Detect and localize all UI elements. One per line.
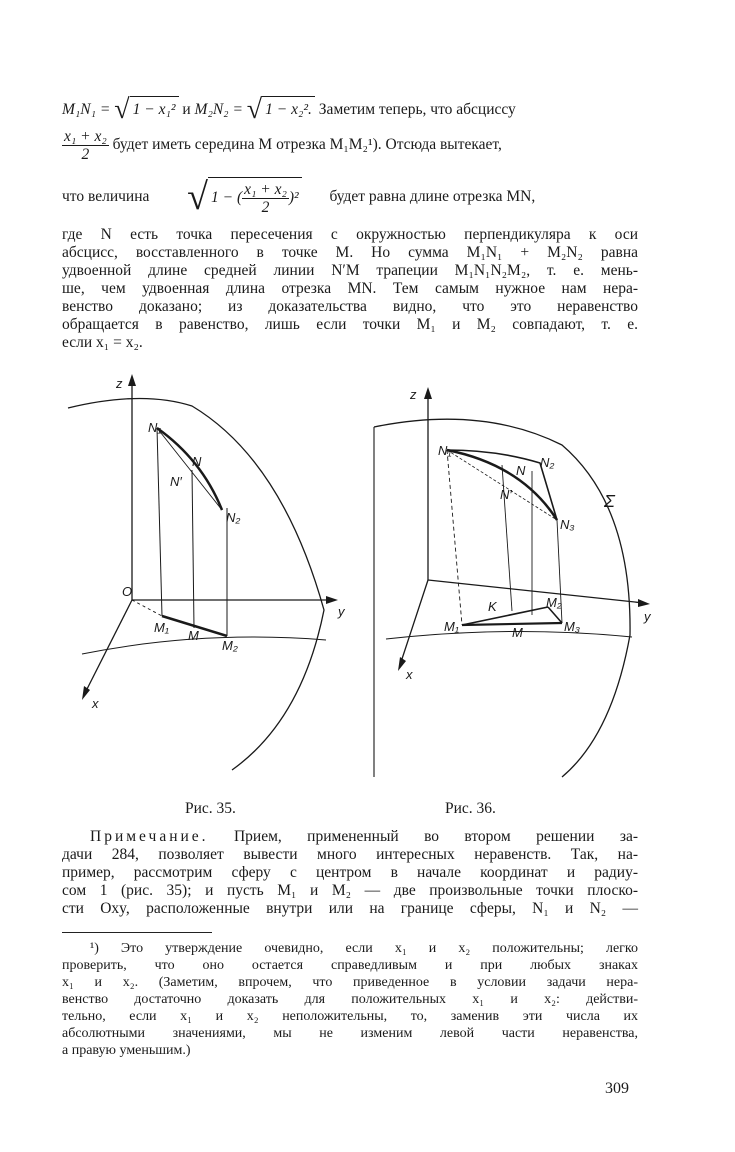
note-paragraph [62,828,638,918]
label-z: z [116,376,123,391]
label-m: M [188,628,199,643]
equator [82,637,326,654]
caption-fig36: Рис. 36. [445,800,496,817]
label-x: x [92,696,99,711]
text-line: дачи 284, позволяет вывести много интересных неравенств. Так, на- [62,846,638,863]
text-line: сом 1 (рис. 35); и пусть M₁ и M₂ — две произвольные точки плоско- [62,882,638,899]
text-line: Примечание. Прием, примененный во втором решении за- [90,828,638,845]
label-nprime: N′ [170,474,182,489]
caption-fig35: Рис. 35. [185,800,236,817]
footnote-rule [62,932,212,933]
label-nprime: N′ [500,487,512,502]
formula-line-1: M₁N₁ = √ 1 − x₁² и M₂N₂ = √ 1 − x₂². Заметим теперь, что абсциссу [62,94,516,125]
figure-36 [362,375,652,795]
radical-sign: √ [246,94,263,125]
equator [386,631,632,639]
text-line: а правую уменьшим.) [62,1043,191,1058]
formula-line-2: $\frac{\text{x₁ + x₂}}{2}$ будет иметь середина M отрезка M₁M₂¹). Отсюда вытекает, [64,128,502,163]
top-paragraph [62,96,638,352]
text-line: где N есть точка пересечения с окружностью перпендикуляра к оси [62,226,638,243]
text-line: абсолютными значениями, мы не изменим левой части неравенства, [62,1026,638,1041]
label-n2: N₂ [540,455,555,470]
label-m1: M₁ [444,619,459,634]
label-sigma: Σ [604,491,615,511]
text-line: сти Oxy, расположенные внутри или на границе сферы, N₁ и N₂ — [62,900,638,917]
radical-sign: √ [187,176,209,218]
footnote [62,940,638,1059]
y-axis [428,580,644,603]
text-line: венство достаточно доказать для положительных x₁ и x₂: действи- [62,992,638,1007]
label-n1: N₁ [148,420,162,435]
text-line: пример, рассмотрим сферу с центром в начале координат и радиу- [62,864,638,881]
label-x: x [406,667,413,682]
sphere-outline [374,419,630,777]
label-z: z [410,387,417,402]
label-y: y [644,609,651,624]
text-line: обращается в равенство, лишь если точки M₁ и M₂ совпадают, т. е. [62,316,638,333]
x-axis [400,580,428,665]
text-line: если x₁ = x₂. [62,334,143,351]
text-line: удвоенной длине средней линии N′M трапеции M₁N₁N₂M₂, т. е. мень- [62,262,638,279]
label-m2: M₂ [546,595,562,610]
label-m2: M₂ [222,638,238,653]
label-n: N [516,463,526,478]
label-n2: N₂ [226,510,241,525]
text-line: ше, чем удвоенная длина отрезка MN. Тем самым нужное нам нера- [62,280,638,297]
label-m1: M₁ [154,620,169,635]
label-n1: N₁ [438,443,452,458]
formula-line-3: что величина √ 1 − ( $\frac{\text{x₁ + x₂}}{2}$ )² будет равна длине отрезка MN, [62,176,536,218]
label-m: M [512,625,523,640]
label-k: K [488,599,497,614]
label-n: N [192,454,202,469]
text-line: абсцисс, восставленного в точке M. Но сумма M₁N₁ + M₂N₂ равна [62,244,638,261]
x-axis [84,600,132,695]
text-line: тельно, если x₁ и x₂ неположительны, то, заменив эти числа их [62,1009,638,1024]
fraction: $\frac{\text{x₁ + x₂}}{2}$ [64,128,107,163]
text-line: проверить, что оно остается справедливым и при любых знаках [62,958,638,973]
text-line: венство доказано; из доказательства видно, что это неравенство [62,298,638,315]
text-line: ¹) Это утверждение очевидно, если x₁ и x₂ положительны; легко [90,941,638,956]
page-number: 309 [605,1080,629,1097]
fraction: $\frac{\text{x₁ + x₂}}{2}$ [244,180,287,216]
label-n3: N₃ [560,517,575,532]
label-y: y [338,604,345,619]
label-o: O [122,584,133,599]
radical-sign: √ [114,94,130,125]
figure-35 [62,370,352,790]
text-line: x₁ и x₂. (Заметим, впрочем, что приведенное в условии задачи нера- [62,975,638,990]
label-m3: M₃ [564,619,580,634]
